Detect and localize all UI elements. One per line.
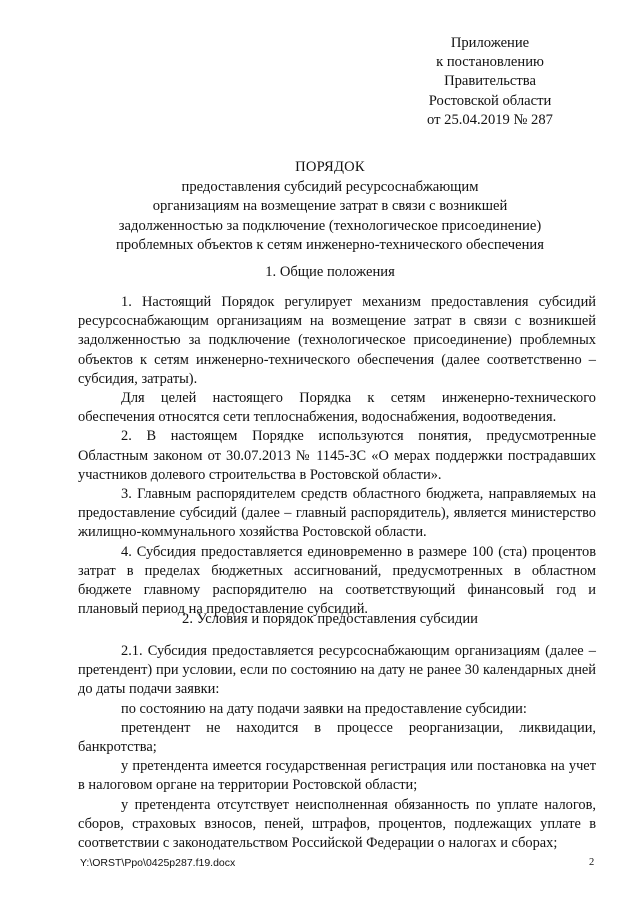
section-2-body xyxy=(78,642,596,853)
approval-line-2: к постановлению xyxy=(436,54,544,71)
paragraph: у претендента отсутствует неисполненная обязанность по уплате налогов, сборов, страховых взносов, пеней, штрафов, процентов, подлежащих уплате в соответствии с законодательством Российской Федерации о налогах и сборах; xyxy=(78,796,596,852)
document-title: ПОРЯДОК xyxy=(295,159,365,175)
page-number: 2 xyxy=(589,857,595,868)
paragraph: 2. В настоящем Порядке используются понятия, предусмотренные Областным законом от 30.07.2013 № 1145-ЗС «О мерах поддержки пострадавших участников долевого строительства в Ростовской области». xyxy=(78,428,596,483)
footer-file-path: Y:\ORST\Ppo\0425p287.f19.docx xyxy=(80,857,236,869)
paragraph: 2.1. Субсидия предоставляется ресурсоснабжающим организациям (далее – претендент) при условии, если по состоянию на дату не ранее 30 календарных дней до даты подачи заявки: xyxy=(78,643,596,698)
title-subline-2: организациям на возмещение затрат в связи с возникшей xyxy=(152,198,508,215)
title-subline-3: задолженностью за подключение (технологическое присоединение) xyxy=(118,217,542,234)
title-subline-4: проблемных объектов к сетям инженерно-технического обеспечения xyxy=(116,237,544,254)
paragraph: 4. Субсидия предоставляется единовременно в размере 100 (ста) процентов затрат в пределах бюджетных ассигнований, предусмотренных в областном бюджете главному распорядителю на соответствующий финансовый год и плановый период на предоставление субсидий. xyxy=(78,543,596,618)
section-2-heading: 2. Условия и порядок предоставления субсидии xyxy=(182,611,478,627)
approval-line-4: Ростовской области xyxy=(428,92,552,109)
document-title-block xyxy=(60,158,600,256)
paragraph: Для целей настоящего Порядка к сетям инженерно-технического обеспечения относятся сети теплоснабжения, водоснабжения, водоотведения. xyxy=(78,390,596,426)
approval-line-5: от 25.04.2019 № 287 xyxy=(427,111,553,128)
paragraph: у претендента имеется государственная регистрация или постановка на учет в налоговом органе на территории Ростовской области; xyxy=(78,758,596,794)
approval-line-3: Правительства xyxy=(444,73,536,90)
paragraph: 3. Главным распорядителем средств областного бюджета, направляемых на предоставление субсидий (далее – главный распорядитель), является министерство жилищно-коммунального хозяйства Ростовской области. xyxy=(78,486,596,541)
paragraph: претендент не находится в процессе реорганизации, ликвидации, банкротства; xyxy=(78,719,596,756)
approval-line-1: Приложение xyxy=(450,35,530,51)
section-1-heading: 1. Общие положения xyxy=(265,264,395,280)
section-1-body xyxy=(78,293,596,619)
title-subline-1: предоставления субсидий ресурсоснабжающим xyxy=(181,178,479,195)
approval-block xyxy=(380,34,600,130)
paragraph: по состоянию на дату подачи заявки на предоставление субсидии: xyxy=(121,700,527,717)
paragraph: 1. Настоящий Порядок регулирует механизм предоставления субсидий ресурсоснабжающим организациям на возмещение затрат в связи с возникшей задолженностью за подключение (технологическое присоединение) проблемных объектов к сетям инженерно-технического обеспечения (далее соответственно – субсидия, затраты). xyxy=(78,294,596,387)
